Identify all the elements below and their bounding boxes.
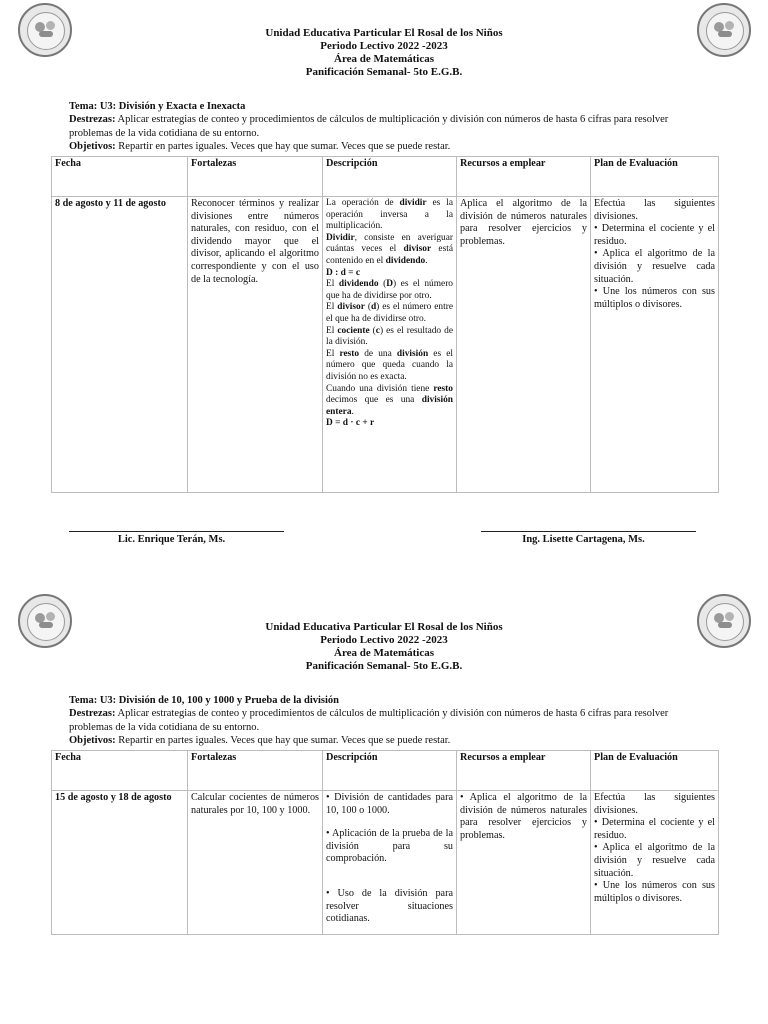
table-header-row [52,157,719,197]
cell-fecha: 15 de agosto y 18 de agosto [52,791,188,935]
skills-label: Destrezas: [69,708,116,720]
table-row [52,197,719,493]
skills-text: Aplicar estrategias de conteo y procedimientos de cálculos de multiplicación y división con números de hasta 6 cifras para resolver problemas de la vida cotidiana de su entorno. [69,708,669,733]
objectives-line [69,140,709,153]
signature-line-right [481,531,696,532]
cell-fecha: 8 de agosto y 11 de agosto [52,197,188,493]
col-recursos: Recursos a emplear [457,157,591,197]
cell-evaluacion: Efectúa las siguientes divisiones. • Determina el cociente y el residuo. • Aplica el algoritmo de la división y resuelve cada situación. • Une los números con sus múltiplos o divisores. [591,197,719,493]
skills-line [69,113,709,140]
plan-meta [69,694,709,748]
topic-label: Tema: [69,101,98,112]
topic-line [69,100,709,113]
school-name: Unidad Educativa Particular El Rosal de los Niños [265,27,503,39]
school-period: Periodo Lectivo 2022 -2023 [320,634,448,646]
objectives-line [69,734,709,747]
table-header-row [52,751,719,791]
subject-area: Área de Matemáticas [334,53,434,65]
cell-recursos: • Aplica el algoritmo de la división de números naturales para resolver ejercicios y problemas. [457,791,591,935]
cell-recursos: Aplica el algoritmo de la división de números naturales para resolver ejercicios y problemas. [457,197,591,493]
signature-right: Ing. Lisette Cartagena, Ms. [522,534,645,545]
col-evaluacion: Plan de Evaluación [591,751,719,791]
topic-label: Tema: [69,695,98,706]
table-row [52,791,719,935]
topic-text: U3: División y Exacta e Inexacta [99,101,246,112]
cell-fortalezas: Calcular cocientes de números naturales por 10, 100 y 1000. [188,791,323,935]
objectives-label: Objetivos: [69,141,116,153]
formula-remainder: D = d · c + r [326,418,375,429]
objectives-text: Repartir en partes iguales. Veces que hay que sumar. Veces que se puede restar. [118,735,451,747]
skills-line [69,707,709,734]
signature-line-left [69,531,284,532]
school-period: Periodo Lectivo 2022 -2023 [320,40,448,52]
cell-descripcion: • División de cantidades para 10, 100 o 1000. • Aplicación de la prueba de la división para su comprobación. • Uso de la división para resolver situaciones cotidianas. [323,791,457,935]
subject-area: Área de Matemáticas [334,647,434,659]
topic-text: U3: División de 10, 100 y 1000 y Prueba de la división [99,695,340,706]
objectives-text: Repartir en partes iguales. Veces que hay que sumar. Veces que se puede restar. [118,141,451,153]
plan-title: Panificación Semanal- 5to E.G.B. [305,66,463,78]
formula-division: D : d = c [326,267,360,278]
plan-title: Panificación Semanal- 5to E.G.B. [305,660,463,672]
school-name: Unidad Educativa Particular El Rosal de los Niños [265,621,503,633]
col-recursos: Recursos a emplear [457,751,591,791]
col-fecha: Fecha [52,157,188,197]
plan-table [51,156,719,493]
plan-table [51,750,719,935]
cell-evaluacion: Efectúa las siguientes divisiones. • Determina el cociente y el residuo. • Aplica el algoritmo de la división y resuelve cada situación. • Une los números con sus múltiplos o divisores. [591,791,719,935]
col-evaluacion: Plan de Evaluación [591,157,719,197]
col-descripcion: Descripción [323,157,457,197]
document-header [0,27,768,79]
signature-left: Lic. Enrique Terán, Ms. [117,534,226,545]
document-header [0,621,768,673]
objectives-label: Objetivos: [69,735,116,747]
col-fortalezas: Fortalezas [188,751,323,791]
skills-label: Destrezas: [69,114,116,126]
topic-line [69,694,709,707]
plan-meta [69,100,709,154]
skills-text: Aplicar estrategias de conteo y procedimientos de cálculos de multiplicación y división con números de hasta 6 cifras para resolver problemas de la vida cotidiana de su entorno. [69,114,669,139]
cell-fortalezas: Reconocer términos y realizar divisiones entre números naturales, con residuo, con el dividendo mayor que el divisor, aplicando el algoritmo correspondiente y con el uso de la tecnología. [188,197,323,493]
col-descripcion: Descripción [323,751,457,791]
col-fecha: Fecha [52,751,188,791]
col-fortalezas: Fortalezas [188,157,323,197]
cell-descripcion: La operación de dividir es la operación inversa a la multiplicación. Dividir, consiste en averiguar cuántas veces el divisor está contenido en el dividendo. D : d = c El dividendo (D) es el número que ha de dividirse por otro. El divisor (d) es el número entre el que ha de dividirse otro. El cociente (c) es el resultado de la división. El resto de una división es el número que queda cuando la división no es exacta. Cuando una división tiene resto decimos que es una división entera. D = d · c + r [323,197,457,493]
